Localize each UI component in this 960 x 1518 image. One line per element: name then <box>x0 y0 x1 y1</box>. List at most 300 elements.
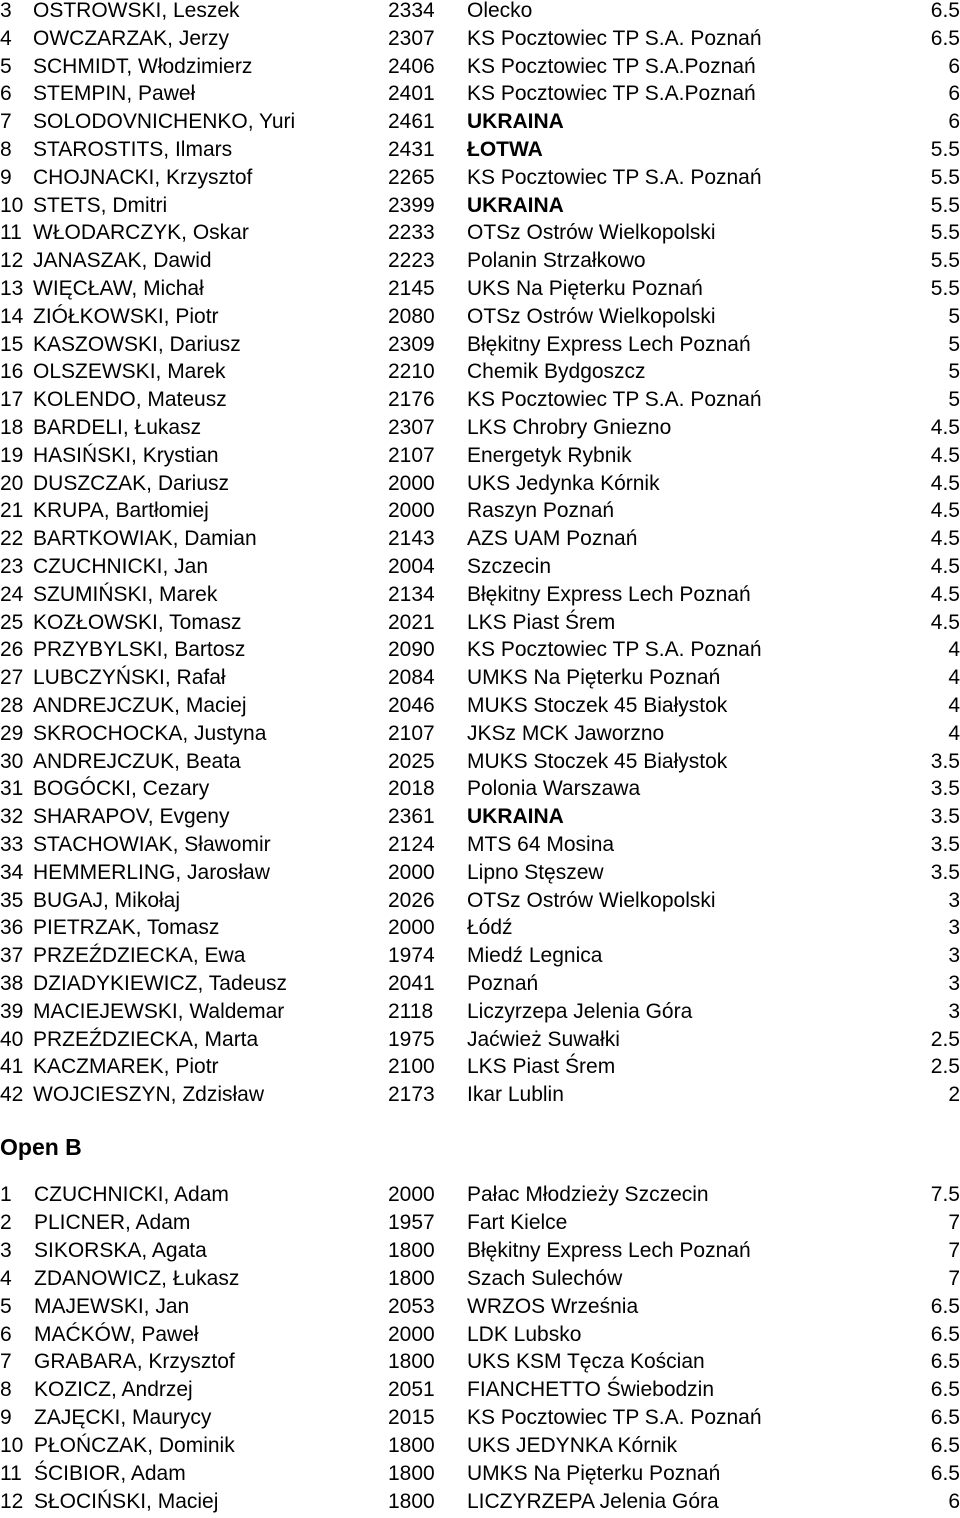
player-score: 3 <box>948 999 960 1023</box>
player-rating: 2053 <box>388 1294 435 1318</box>
player-club: OTSz Ostrów Wielkopolski <box>467 888 716 912</box>
result-row <box>0 1432 960 1460</box>
player-score: 5 <box>948 388 960 412</box>
player-rating: 2134 <box>388 582 435 606</box>
player-name: ZIÓŁKOWSKI, Piotr <box>33 304 219 328</box>
player-club: UKRAINA <box>467 193 564 217</box>
player-score: 4.5 <box>930 610 960 634</box>
result-row <box>0 192 960 220</box>
player-name: KOZICZ, Andrzej <box>34 1378 193 1402</box>
player-score: 3.5 <box>930 777 960 801</box>
player-score: 3.5 <box>930 749 960 773</box>
player-name: JANASZAK, Dawid <box>33 249 212 273</box>
player-name: STETS, Dmitri <box>33 193 168 217</box>
player-rating: 2124 <box>388 833 435 856</box>
rank-number: 18 <box>0 416 24 439</box>
result-row <box>0 1321 960 1349</box>
rank-number: 37 <box>0 944 24 968</box>
player-name: OWCZARZAK, Jerzy <box>33 26 230 50</box>
rank-number: 8 <box>0 1378 12 1402</box>
player-club: KS Pocztowiec TP S.A. Poznań <box>467 26 762 50</box>
result-row <box>0 1404 960 1432</box>
rank-number: 27 <box>0 666 24 690</box>
result-row <box>0 1181 960 1209</box>
result-row <box>0 1376 960 1404</box>
result-row <box>0 164 960 192</box>
player-name: STEMPIN, Paweł <box>33 82 196 106</box>
rank-number: 13 <box>0 277 24 300</box>
rank-number: 36 <box>0 916 24 940</box>
rank-number: 11 <box>0 221 22 245</box>
player-name: KACZMAREK, Piotr <box>33 1055 219 1079</box>
player-rating: 2000 <box>388 1183 435 1206</box>
result-row <box>0 914 960 942</box>
rank-number: 24 <box>0 582 24 606</box>
player-club: Błękitny Express Lech Poznań <box>467 582 751 606</box>
result-row <box>0 275 960 303</box>
player-club: KS Pocztowiec TP S.A. Poznań <box>467 638 762 662</box>
rank-number: 6 <box>0 82 12 106</box>
player-rating: 1800 <box>388 1434 435 1458</box>
player-rating: 2018 <box>388 777 435 801</box>
result-row <box>0 553 960 581</box>
result-row <box>0 942 960 970</box>
player-rating: 2361 <box>388 805 435 829</box>
rank-number: 21 <box>0 499 24 523</box>
result-row <box>0 831 960 859</box>
player-rating: 2000 <box>388 1322 435 1346</box>
player-club: OTSz Ostrów Wielkopolski <box>467 221 716 245</box>
player-score: 4 <box>948 721 960 745</box>
player-name: SHARAPOV, Evgeny <box>33 805 230 829</box>
rank-number: 23 <box>0 555 24 578</box>
player-rating: 2233 <box>388 221 435 245</box>
player-name: KOLENDO, Mateusz <box>33 388 227 412</box>
player-score: 4 <box>948 638 960 662</box>
player-rating: 1800 <box>388 1462 435 1485</box>
player-rating: 2004 <box>388 555 435 578</box>
player-rating: 2399 <box>388 193 435 217</box>
player-club: Łódź <box>467 916 513 940</box>
player-score: 3.5 <box>930 805 960 829</box>
result-row <box>0 1293 960 1321</box>
player-name: ANDREJCZUK, Beata <box>33 749 241 773</box>
player-club: LKS Chrobry Gniezno <box>467 416 672 439</box>
player-rating: 2084 <box>388 666 435 690</box>
result-row <box>0 25 960 53</box>
player-rating: 2176 <box>388 388 435 412</box>
player-name: BOGÓCKI, Cezary <box>33 777 210 801</box>
rank-number: 10 <box>0 1434 24 1458</box>
result-row <box>0 636 960 664</box>
result-row <box>0 1081 960 1109</box>
player-name: SŁOCIŃSKI, Maciej <box>34 1489 219 1513</box>
rank-number: 14 <box>0 304 24 328</box>
player-rating: 2107 <box>388 721 435 745</box>
player-club: LKS Piast Śrem <box>467 610 616 634</box>
player-rating: 2000 <box>388 499 435 523</box>
player-score: 7 <box>948 1238 960 1262</box>
rank-number: 8 <box>0 138 12 161</box>
player-club: Energetyk Rybnik <box>467 443 632 467</box>
player-club: UKS KSM Tęcza Kościan <box>467 1350 705 1374</box>
result-row <box>0 470 960 498</box>
player-club: KS Pocztowiec TP S.A. Poznań <box>467 165 762 189</box>
player-club: Pałac Młodzieży Szczecin <box>467 1183 709 1206</box>
result-row <box>0 386 960 414</box>
player-name: ZDANOWICZ, Łukasz <box>34 1266 240 1290</box>
player-score: 3 <box>948 972 960 995</box>
rank-number: 5 <box>0 1294 12 1318</box>
rank-number: 17 <box>0 388 24 412</box>
player-rating: 2307 <box>388 416 435 439</box>
player-rating: 2021 <box>388 610 435 634</box>
rank-number: 29 <box>0 721 24 745</box>
player-rating: 1975 <box>388 1027 435 1051</box>
player-name: SIKORSKA, Agata <box>34 1238 207 1262</box>
player-rating: 2015 <box>388 1406 435 1430</box>
player-club: UKS Na Pięterku Poznań <box>467 277 703 300</box>
player-name: SOLODOVNICHENKO, Yuri <box>33 110 296 134</box>
player-score: 4.5 <box>930 443 960 467</box>
player-score: 6.5 <box>930 1462 960 1485</box>
result-row <box>0 525 960 553</box>
section-heading-open-b: Open B <box>0 1134 82 1160</box>
result-row <box>0 1026 960 1054</box>
player-rating: 2307 <box>388 26 435 50</box>
result-row <box>0 0 960 25</box>
player-name: CZUCHNICKI, Adam <box>34 1183 229 1206</box>
player-rating: 2173 <box>388 1083 435 1107</box>
player-name: LUBCZYŃSKI, Rafał <box>33 666 226 690</box>
rank-number: 10 <box>0 193 24 217</box>
player-club: Błękitny Express Lech Poznań <box>467 332 751 356</box>
result-row <box>0 442 960 470</box>
rank-number: 11 <box>0 1462 22 1485</box>
rank-number: 42 <box>0 1083 24 1107</box>
player-name: OSTROWSKI, Leszek <box>33 0 240 22</box>
player-rating: 1800 <box>388 1489 435 1513</box>
rank-number: 16 <box>0 360 24 384</box>
player-name: CHOJNACKI, Krzysztof <box>33 165 253 189</box>
player-club: MTS 64 Mosina <box>467 833 615 856</box>
player-name: GRABARA, Krzysztof <box>34 1350 235 1374</box>
player-club: KS Pocztowiec TP S.A. Poznań <box>467 1406 762 1430</box>
player-name: KRUPA, Bartłomiej <box>33 499 209 523</box>
player-name: BARTKOWIAK, Damian <box>33 527 257 551</box>
player-score: 7.5 <box>930 1183 960 1206</box>
rank-number: 2 <box>0 1210 12 1234</box>
player-club: OTSz Ostrów Wielkopolski <box>467 304 716 328</box>
player-score: 4.5 <box>930 582 960 606</box>
player-name: PRZYBYLSKI, Bartosz <box>33 638 246 662</box>
player-score: 6.5 <box>930 1434 960 1458</box>
player-club: FIANCHETTO Świebodzin <box>467 1378 715 1402</box>
player-rating: 1800 <box>388 1350 435 1374</box>
player-score: 7 <box>948 1210 960 1234</box>
player-rating: 2210 <box>388 360 435 384</box>
rank-number: 7 <box>0 110 12 134</box>
player-rating: 2026 <box>388 888 435 912</box>
result-row <box>0 887 960 915</box>
player-name: SKROCHOCKA, Justyna <box>33 721 267 745</box>
rank-number: 31 <box>0 777 24 801</box>
player-score: 6 <box>948 1489 960 1513</box>
result-row <box>0 859 960 887</box>
rank-number: 19 <box>0 443 24 467</box>
player-rating: 2309 <box>388 332 435 356</box>
rank-number: 9 <box>0 165 12 189</box>
player-score: 6 <box>948 82 960 106</box>
player-score: 3 <box>948 888 960 912</box>
result-row <box>0 1265 960 1293</box>
result-row <box>0 358 960 386</box>
player-rating: 2223 <box>388 249 435 273</box>
player-club: MUKS Stoczek 45 Białystok <box>467 694 728 717</box>
result-row <box>0 609 960 637</box>
rank-number: 4 <box>0 26 12 50</box>
player-club: AZS UAM Poznań <box>467 527 638 551</box>
player-score: 6.5 <box>930 1322 960 1346</box>
player-score: 3.5 <box>930 860 960 884</box>
result-row <box>0 720 960 748</box>
rank-number: 7 <box>0 1350 12 1374</box>
rank-number: 39 <box>0 999 24 1023</box>
result-row <box>0 692 960 720</box>
rank-number: 30 <box>0 749 24 773</box>
rank-number: 26 <box>0 638 24 662</box>
player-club: UMKS Na Pięterku Poznań <box>467 1462 721 1485</box>
player-score: 5.5 <box>930 193 960 217</box>
player-club: UMKS Na Pięterku Poznań <box>467 666 721 690</box>
player-rating: 1957 <box>388 1210 435 1234</box>
player-score: 3 <box>948 916 960 940</box>
result-row <box>0 108 960 136</box>
player-rating: 1800 <box>388 1238 435 1262</box>
result-row <box>0 664 960 692</box>
player-score: 6.5 <box>930 0 960 22</box>
player-score: 2 <box>948 1083 960 1107</box>
player-club: LKS Piast Śrem <box>467 1055 616 1079</box>
rank-number: 6 <box>0 1322 12 1346</box>
player-score: 5 <box>948 304 960 328</box>
result-row <box>0 80 960 108</box>
player-club: Chemik Bydgoszcz <box>467 360 646 384</box>
result-row <box>0 803 960 831</box>
player-rating: 2461 <box>388 110 435 134</box>
player-score: 5.5 <box>930 138 960 161</box>
player-name: WŁODARCZYK, Oskar <box>33 221 249 245</box>
player-rating: 2265 <box>388 165 435 189</box>
player-name: SCHMIDT, Włodzimierz <box>33 54 253 78</box>
player-score: 6 <box>948 110 960 134</box>
result-row <box>0 1209 960 1237</box>
player-club: Raszyn Poznań <box>467 499 615 523</box>
player-score: 4.5 <box>930 471 960 495</box>
player-name: DZIADYKIEWICZ, Tadeusz <box>33 972 288 995</box>
player-club: Liczyrzepa Jelenia Góra <box>467 999 693 1023</box>
player-score: 7 <box>948 1266 960 1290</box>
result-row <box>0 1460 960 1488</box>
player-rating: 2000 <box>388 916 435 940</box>
result-row <box>0 998 960 1026</box>
player-name: PLICNER, Adam <box>34 1210 191 1234</box>
player-club: WRZOS Września <box>467 1294 639 1318</box>
player-club: UKRAINA <box>467 110 564 134</box>
player-rating: 2090 <box>388 638 435 662</box>
player-score: 6 <box>948 54 960 78</box>
player-club: ŁOTWA <box>467 138 543 161</box>
player-rating: 2046 <box>388 694 435 717</box>
result-row <box>0 1488 960 1516</box>
player-rating: 2000 <box>388 471 435 495</box>
result-row <box>0 1053 960 1081</box>
player-rating: 1800 <box>388 1266 435 1290</box>
player-score: 3 <box>948 944 960 968</box>
player-rating: 2080 <box>388 304 435 328</box>
player-name: STACHOWIAK, Sławomir <box>33 833 271 856</box>
rank-number: 41 <box>0 1055 24 1079</box>
player-rating: 2000 <box>388 860 435 884</box>
player-rating: 2118 <box>388 999 434 1023</box>
player-score: 5.5 <box>930 249 960 273</box>
player-rating: 2406 <box>388 54 435 78</box>
player-score: 5 <box>948 332 960 356</box>
player-rating: 1974 <box>388 944 435 968</box>
player-rating: 2025 <box>388 749 435 773</box>
rank-number: 22 <box>0 527 24 551</box>
player-rating: 2145 <box>388 277 435 300</box>
player-name: DUSZCZAK, Dariusz <box>33 471 230 495</box>
player-name: BARDELI, Łukasz <box>33 416 202 439</box>
player-score: 4.5 <box>930 416 960 439</box>
player-club: Miedź Legnica <box>467 944 603 968</box>
result-row <box>0 303 960 331</box>
player-club: UKS JEDYNKA Kórnik <box>467 1434 678 1458</box>
player-club: KS Pocztowiec TP S.A.Poznań <box>467 54 756 78</box>
player-score: 6.5 <box>930 26 960 50</box>
player-name: SZUMIŃSKI, Marek <box>33 582 218 606</box>
rank-number: 28 <box>0 694 24 717</box>
rank-number: 32 <box>0 805 24 829</box>
player-name: HEMMERLING, Jarosław <box>33 860 270 884</box>
player-name: MACIEJEWSKI, Waldemar <box>33 999 285 1023</box>
player-score: 6.5 <box>930 1350 960 1374</box>
player-score: 6.5 <box>930 1294 960 1318</box>
player-name: STAROSTITS, Ilmars <box>33 138 233 161</box>
player-club: Olecko <box>467 0 533 22</box>
result-row <box>0 970 960 998</box>
player-score: 2.5 <box>930 1027 960 1051</box>
player-club: Błękitny Express Lech Poznań <box>467 1238 751 1262</box>
player-club: Poznań <box>467 972 539 995</box>
rank-number: 5 <box>0 54 12 78</box>
player-club: Ikar Lublin <box>467 1083 564 1107</box>
player-score: 4 <box>948 694 960 717</box>
player-rating: 2051 <box>388 1378 435 1402</box>
rank-number: 15 <box>0 332 24 356</box>
player-score: 6.5 <box>930 1378 960 1402</box>
player-score: 4.5 <box>930 527 960 551</box>
player-name: KOZŁOWSKI, Tomasz <box>33 610 242 634</box>
player-score: 5.5 <box>930 165 960 189</box>
player-club: UKS Jedynka Kórnik <box>467 471 660 495</box>
rank-number: 34 <box>0 860 24 884</box>
result-row <box>0 581 960 609</box>
rank-number: 35 <box>0 888 24 912</box>
result-row <box>0 331 960 359</box>
rank-number: 40 <box>0 1027 24 1051</box>
player-club: Polonia Warszawa <box>467 777 641 801</box>
rank-number: 38 <box>0 972 24 995</box>
player-club: LDK Lubsko <box>467 1322 582 1346</box>
player-club: KS Pocztowiec TP S.A. Poznań <box>467 388 762 412</box>
player-rating: 2107 <box>388 443 435 467</box>
player-rating: 2100 <box>388 1055 435 1079</box>
result-row <box>0 136 960 164</box>
player-name: ANDREJCZUK, Maciej <box>33 694 247 717</box>
rank-number: 1 <box>0 1183 12 1206</box>
player-club: LICZYRZEPA Jelenia Góra <box>467 1489 719 1513</box>
result-row <box>0 53 960 81</box>
player-name: MAJEWSKI, Jan <box>34 1294 190 1318</box>
player-club: Lipno Stęszew <box>467 860 604 884</box>
player-club: Szczecin <box>467 555 552 578</box>
player-club: Polanin Strzałkowo <box>467 249 646 273</box>
player-club: Jaćwież Suwałki <box>467 1027 620 1051</box>
rank-number: 33 <box>0 833 24 856</box>
player-name: ZAJĘCKI, Maurycy <box>34 1406 212 1430</box>
player-club: Szach Sulechów <box>467 1266 623 1290</box>
player-name: MAĆKÓW, Paweł <box>34 1322 199 1346</box>
rank-number: 4 <box>0 1266 12 1290</box>
player-score: 2.5 <box>930 1055 960 1079</box>
player-score: 4.5 <box>930 499 960 523</box>
rank-number: 20 <box>0 471 24 495</box>
player-name: PRZEŹDZIECKA, Marta <box>33 1027 259 1051</box>
player-name: CZUCHNICKI, Jan <box>33 555 209 578</box>
rank-number: 12 <box>0 249 24 273</box>
player-club: MUKS Stoczek 45 Białystok <box>467 749 728 773</box>
player-club: Fart Kielce <box>467 1210 568 1234</box>
player-club: KS Pocztowiec TP S.A.Poznań <box>467 82 756 106</box>
result-row <box>0 219 960 247</box>
player-rating: 2431 <box>388 138 435 161</box>
player-name: WOJCIESZYN, Zdzisław <box>33 1083 265 1107</box>
result-row <box>0 748 960 776</box>
player-score: 5.5 <box>930 277 960 300</box>
result-row <box>0 1237 960 1265</box>
result-row <box>0 247 960 275</box>
player-name: PRZEŹDZIECKA, Ewa <box>33 944 246 968</box>
player-name: ŚCIBIOR, Adam <box>34 1462 186 1485</box>
player-name: BUGAJ, Mikołaj <box>33 888 181 912</box>
player-name: OLSZEWSKI, Marek <box>33 360 226 384</box>
player-name: WIĘCŁAW, Michał <box>33 277 204 300</box>
player-score: 5.5 <box>930 221 960 245</box>
player-rating: 2041 <box>388 972 435 995</box>
player-rating: 2334 <box>388 0 435 22</box>
rank-number: 3 <box>0 1238 12 1262</box>
player-club: JKSz MCK Jaworzno <box>467 721 665 745</box>
result-row <box>0 414 960 442</box>
player-score: 4.5 <box>930 555 960 578</box>
player-score: 5 <box>948 360 960 384</box>
rank-number: 12 <box>0 1489 24 1513</box>
result-row <box>0 1348 960 1376</box>
rank-number: 25 <box>0 610 24 634</box>
player-name: PŁOŃCZAK, Dominik <box>34 1434 235 1458</box>
